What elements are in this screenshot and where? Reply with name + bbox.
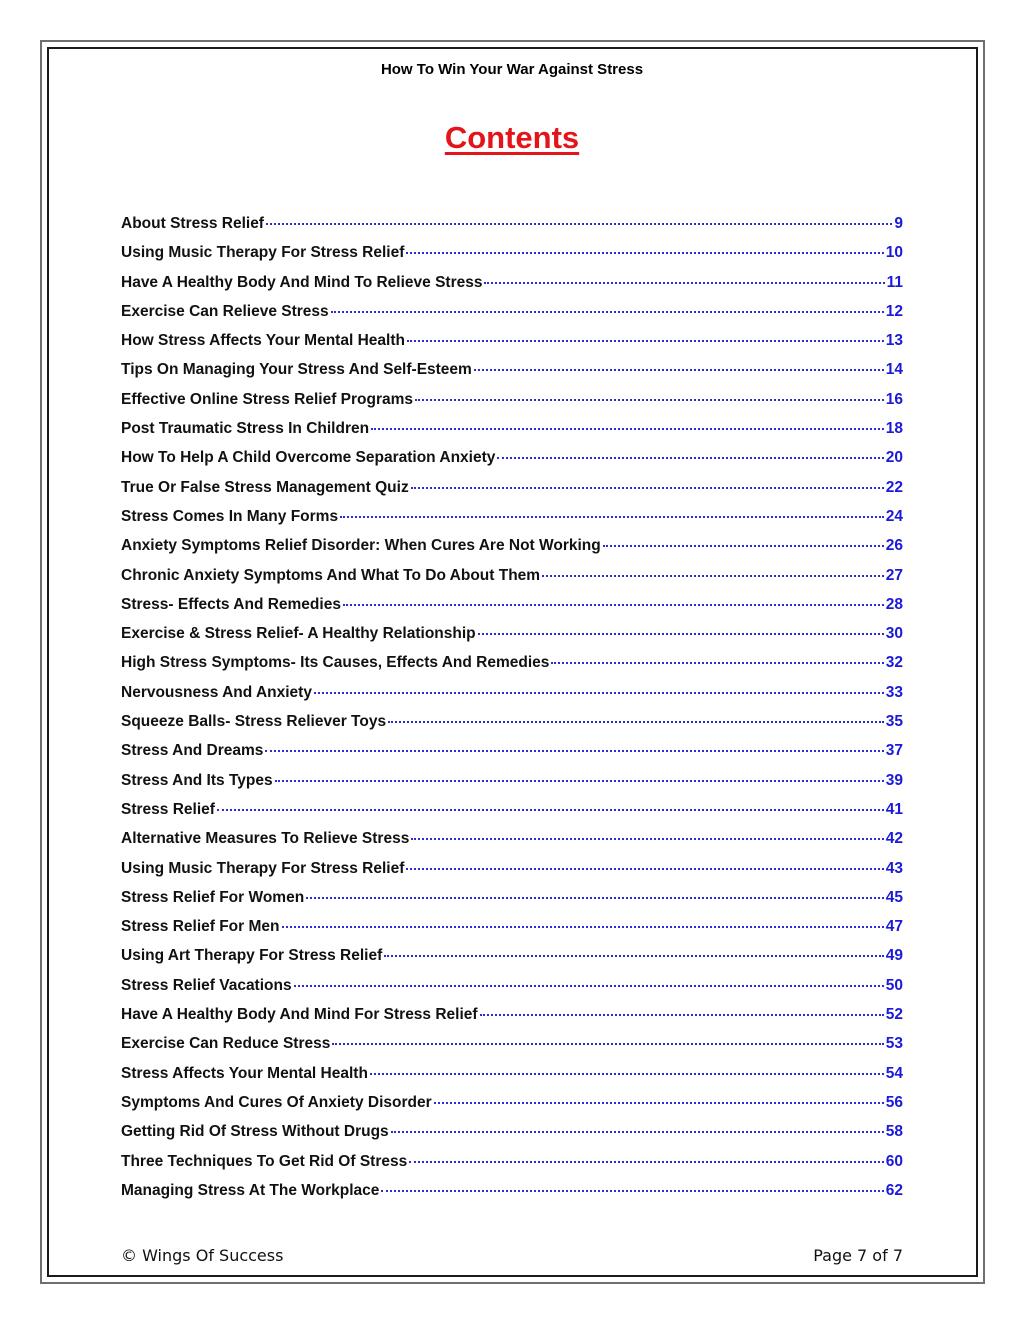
toc-entry-page-number[interactable]: 60 [885,1152,903,1170]
toc-dot-leader [340,516,884,518]
toc-entry-title[interactable]: Exercise Can Relieve Stress [121,302,329,320]
toc-entry-page-number[interactable]: 37 [885,742,903,760]
toc-entry-page-number[interactable]: 54 [885,1064,903,1082]
toc-entry[interactable] [121,1123,903,1152]
toc-entry-page-number[interactable]: 56 [885,1093,903,1111]
toc-entry[interactable] [121,1035,903,1064]
toc-entry[interactable] [121,684,903,713]
toc-entry-page-number[interactable]: 14 [885,361,903,379]
toc-entry-title[interactable]: Alternative Measures To Relieve Stress [121,830,410,848]
toc-entry-page-number[interactable]: 10 [885,244,903,262]
toc-entry-page-number[interactable]: 9 [894,215,903,232]
toc-entry-title[interactable]: True Or False Stress Management Quiz [121,478,409,496]
toc-entry-page-number[interactable]: 12 [885,302,903,320]
toc-entry-page-number[interactable]: 26 [885,537,903,555]
toc-dot-leader [332,1043,883,1045]
toc-entry-title[interactable]: Using Music Therapy For Stress Relief [121,244,405,262]
toc-dot-leader [406,252,883,254]
toc-entry-title[interactable]: Getting Rid Of Stress Without Drugs [121,1123,389,1141]
toc-dot-leader [381,1190,883,1192]
toc-entry-title[interactable]: Managing Stress At The Workplace [121,1181,380,1199]
toc-dot-leader [542,575,884,577]
toc-entry[interactable] [121,508,903,537]
toc-dot-leader [407,340,884,342]
toc-dot-leader [406,868,883,870]
toc-entry[interactable] [121,420,903,449]
toc-entry[interactable] [121,479,903,508]
toc-entry-title[interactable]: Three Techniques To Get Rid Of Stress [121,1152,408,1170]
footer-page-number: Page 7 of 7 [813,1246,903,1265]
toc-entry-page-number[interactable]: 47 [885,918,903,936]
toc-dot-leader [384,955,883,957]
toc-entry-title[interactable]: Stress And Dreams [121,742,264,760]
toc-dot-leader [497,457,883,459]
toc-dot-leader [603,545,884,547]
toc-entry[interactable] [121,244,903,273]
toc-dot-leader [275,780,884,782]
toc-entry[interactable] [121,361,903,390]
toc-dot-leader [306,897,884,899]
toc-entry-page-number[interactable]: 20 [885,449,903,467]
toc-entry-title[interactable]: Tips On Managing Your Stress And Self-Esteem [121,361,472,379]
toc-entry[interactable] [121,567,903,596]
toc-dot-leader [370,1073,884,1075]
toc-entry-page-number[interactable]: 13 [885,332,903,350]
footer-copyright: © Wings Of Success [121,1246,284,1265]
toc-entry-page-number[interactable]: 43 [885,859,903,877]
contents-heading: Contents [444,120,580,155]
toc-dot-leader [331,311,884,313]
toc-entry[interactable] [121,889,903,918]
toc-entry-page-number[interactable]: 52 [885,1006,903,1024]
toc-entry-title[interactable]: Stress Affects Your Mental Health [121,1064,368,1082]
toc-entry-page-number[interactable]: 16 [885,390,903,408]
toc-entry-title[interactable]: How To Help A Child Overcome Separation Anxiety [121,449,496,467]
toc-entry-page-number[interactable]: 35 [885,713,903,731]
toc-entry-title[interactable]: Using Art Therapy For Stress Relief [121,947,383,965]
toc-entry-page-number[interactable]: 58 [885,1123,903,1141]
toc-entry-title[interactable]: Stress Relief [121,800,215,818]
toc-entry-page-number[interactable]: 49 [885,947,903,965]
toc-dot-leader [415,399,884,401]
toc-entry-page-number[interactable]: 42 [885,830,903,848]
toc-entry-page-number[interactable]: 28 [885,595,903,613]
toc-dot-leader [391,1131,884,1133]
toc-entry[interactable] [121,772,903,801]
toc-dot-leader [388,721,884,723]
toc-entry[interactable] [121,537,903,566]
toc-entry[interactable] [121,1153,903,1182]
toc-entry-title[interactable]: Stress Relief For Women [121,888,305,906]
toc-entry-page-number[interactable]: 27 [885,566,903,584]
toc-entry-title[interactable]: Have A Healthy Body And Mind To Relieve Stress [121,273,483,291]
toc-entry-page-number[interactable]: 24 [885,507,903,525]
toc-entry-title[interactable]: Using Music Therapy For Stress Relief [121,859,405,877]
toc-dot-leader [411,487,884,489]
toc-entry-page-number[interactable]: 39 [885,771,903,789]
toc-dot-leader [265,750,883,752]
toc-entry[interactable] [121,918,903,947]
toc-entry-title[interactable]: Symptoms And Cures Of Anxiety Disorder [121,1093,432,1111]
toc-entry-title[interactable]: Anxiety Symptoms Relief Disorder: When Cures Are Not Working [121,537,601,555]
toc-entry-title[interactable]: Effective Online Stress Relief Programs [121,390,414,408]
toc-entry[interactable] [121,860,903,889]
toc-entry-title[interactable]: High Stress Symptoms- Its Causes, Effects And Remedies [121,654,550,672]
toc-entry-page-number[interactable]: 22 [885,478,903,496]
toc-entry[interactable] [121,801,903,830]
toc-dot-leader [217,809,884,811]
toc-entry-title[interactable]: Exercise Can Reduce Stress [121,1035,331,1053]
toc-entry-page-number[interactable]: 41 [885,800,903,818]
toc-entry-page-number[interactable]: 50 [885,976,903,994]
toc-entry-page-number[interactable]: 11 [886,273,903,291]
toc-dot-leader [282,926,884,928]
toc-entry-page-number[interactable]: 30 [885,625,903,643]
toc-dot-leader [434,1102,884,1104]
running-header: How To Win Your War Against Stress [380,61,644,78]
table-of-contents [121,215,903,1211]
toc-entry[interactable] [121,449,903,478]
toc-entry-title[interactable]: About Stress Relief [121,215,264,232]
toc-entry-page-number[interactable]: 18 [885,420,903,438]
toc-entry-title[interactable]: Post Traumatic Stress In Children [121,420,370,438]
toc-dot-leader [371,428,884,430]
toc-dot-leader [551,662,883,664]
toc-entry[interactable] [121,830,903,859]
toc-entry[interactable] [121,654,903,683]
toc-entry[interactable] [121,713,903,742]
toc-entry-title[interactable]: Stress And Its Types [121,771,273,789]
toc-dot-leader [480,1014,884,1016]
toc-entry[interactable] [121,1094,903,1123]
toc-entry[interactable] [121,303,903,332]
toc-entry-title[interactable]: Nervousness And Anxiety [121,683,312,701]
toc-dot-leader [484,282,884,284]
toc-entry-title[interactable]: Stress Relief For Men [121,918,280,936]
toc-entry[interactable] [121,1182,903,1211]
toc-entry-page-number[interactable]: 33 [885,683,903,701]
toc-entry[interactable] [121,215,903,244]
toc-entry-page-number[interactable]: 62 [885,1181,903,1199]
toc-entry-page-number[interactable]: 45 [885,888,903,906]
toc-entry[interactable] [121,625,903,654]
toc-entry[interactable] [121,947,903,976]
toc-entry[interactable] [121,1006,903,1035]
toc-entry-page-number[interactable]: 32 [885,654,903,672]
toc-entry[interactable] [121,596,903,625]
toc-entry-title[interactable]: Exercise & Stress Relief- A Healthy Relationship [121,625,476,643]
toc-dot-leader [314,692,884,694]
toc-dot-leader [478,633,884,635]
toc-entry[interactable] [121,742,903,771]
toc-dot-leader [266,223,892,225]
toc-entry-title[interactable]: How Stress Affects Your Mental Health [121,332,405,350]
toc-dot-leader [474,369,884,371]
toc-entry-page-number[interactable]: 53 [885,1035,903,1053]
toc-entry-title[interactable]: Have A Healthy Body And Mind For Stress Relief [121,1006,478,1024]
toc-entry[interactable] [121,274,903,303]
toc-entry[interactable] [121,1065,903,1094]
toc-entry-title[interactable]: Squeeze Balls- Stress Reliever Toys [121,713,387,731]
toc-dot-leader [409,1161,884,1163]
toc-entry[interactable] [121,391,903,420]
toc-entry[interactable] [121,977,903,1006]
toc-entry-title[interactable]: Stress Comes In Many Forms [121,507,339,525]
toc-dot-leader [411,838,883,840]
toc-dot-leader [343,604,884,606]
toc-entry-title[interactable]: Stress Relief Vacations [121,976,292,994]
toc-dot-leader [294,985,884,987]
toc-entry-title[interactable]: Chronic Anxiety Symptoms And What To Do About Them [121,566,541,584]
toc-entry-title[interactable]: Stress- Effects And Remedies [121,595,341,613]
toc-entry[interactable] [121,332,903,361]
